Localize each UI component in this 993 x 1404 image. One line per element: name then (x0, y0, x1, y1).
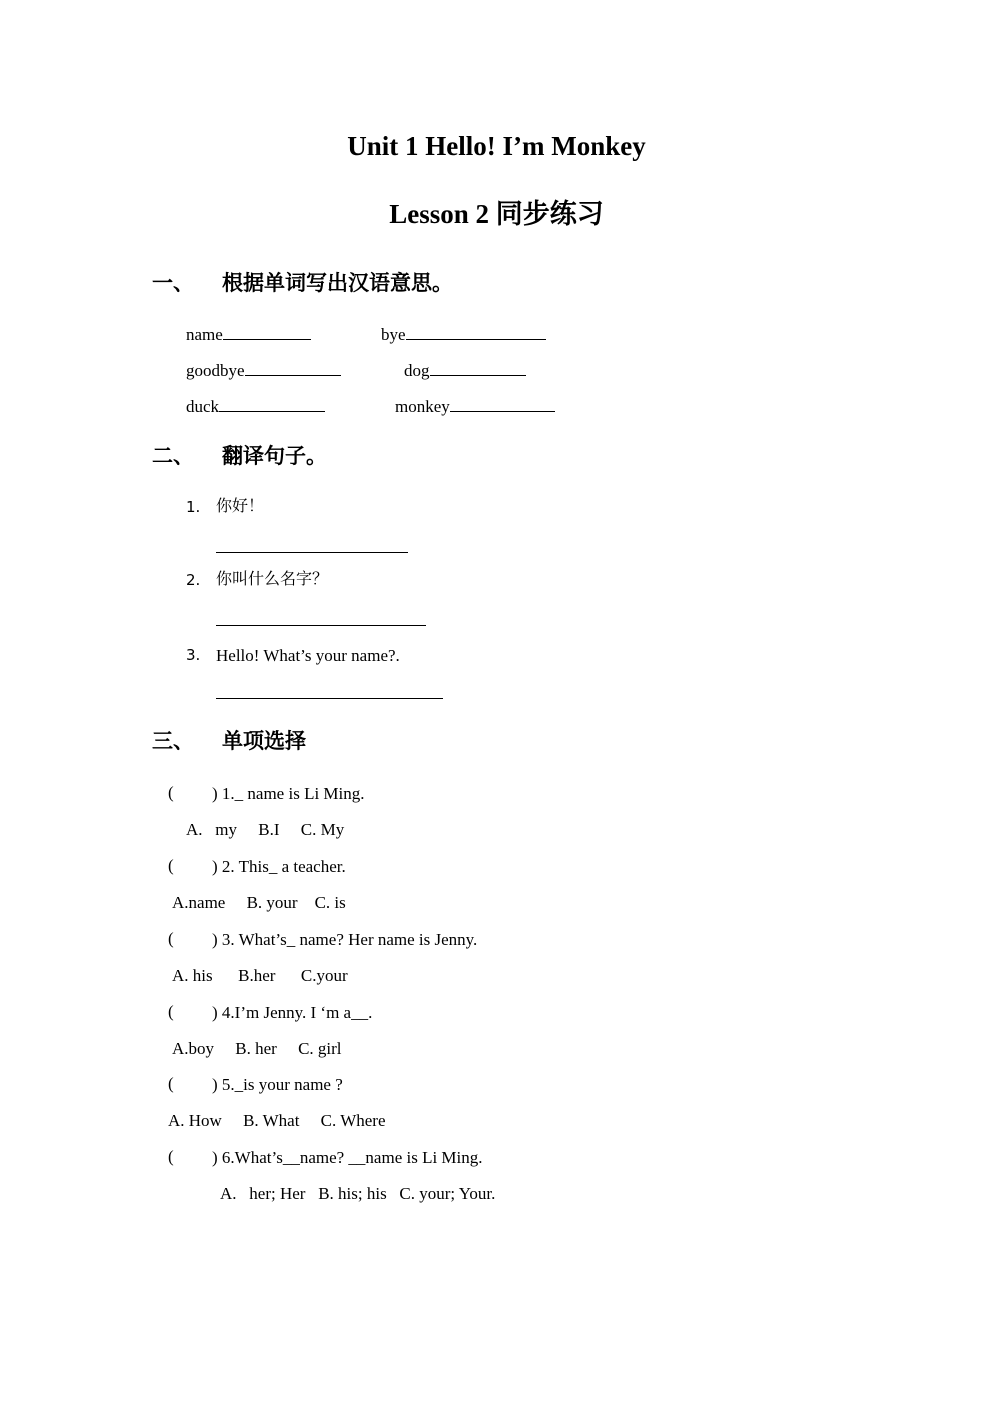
answer-line[interactable] (216, 625, 426, 626)
section2-number: 二、 (152, 444, 194, 468)
section1-title: 根据单词写出汉语意思。 (222, 271, 453, 295)
question-stem: ) 1._ name is Li Ming. (212, 784, 365, 803)
page-subtitle: Lesson 2 同步练习 (389, 199, 604, 229)
question-options: A. How B. What C. Where (168, 1111, 386, 1130)
item-number: 1. (186, 498, 201, 516)
page-title: Unit 1 Hello! I’m Monkey (347, 131, 646, 161)
sentence-prompt: 你好！ (216, 496, 265, 515)
word-item (186, 362, 341, 379)
word-item (404, 362, 526, 379)
section1-number: 一、 (152, 271, 194, 295)
sentence-prompt: Hello! What’s your name?. (216, 646, 400, 665)
word-item (381, 326, 546, 343)
word-label: monkey (395, 397, 450, 416)
answer-blank[interactable] (430, 374, 526, 376)
answer-paren[interactable]: ( (168, 929, 174, 948)
answer-blank[interactable] (219, 410, 325, 412)
item-number: 3. (186, 646, 201, 664)
question-options: A. his B.her C.your (172, 966, 348, 985)
answer-line[interactable] (216, 552, 408, 553)
question-stem: ) 2. This_ a teacher. (212, 857, 346, 876)
question-options: A. my B.I C. My (186, 820, 345, 839)
answer-blank[interactable] (223, 338, 311, 340)
section3-title: 单项选择 (222, 729, 306, 753)
question-stem: ) 6.What’s__name? __name is Li Ming. (212, 1148, 483, 1167)
answer-line[interactable] (216, 698, 443, 699)
question-stem: ) 4.I’m Jenny. I ‘m a__. (212, 1003, 373, 1022)
answer-paren[interactable]: ( (168, 1147, 174, 1166)
answer-paren[interactable]: ( (168, 783, 174, 802)
section2-title: 翻译句子。 (222, 444, 327, 468)
word-item (395, 398, 555, 415)
question-options: A. her; Her B. his; his C. your; Your. (220, 1184, 496, 1203)
question-options: A.boy B. her C. girl (172, 1039, 342, 1058)
word-label: dog (404, 361, 430, 380)
word-label: goodbye (186, 361, 245, 380)
word-label: duck (186, 397, 220, 416)
section3-number: 三、 (152, 729, 194, 753)
question-stem: ) 5._is your name ? (212, 1075, 343, 1094)
answer-blank[interactable] (245, 374, 341, 376)
sentence-prompt: 你叫什么名字？ (216, 569, 329, 588)
word-label: name (186, 325, 223, 344)
answer-paren[interactable]: ( (168, 1002, 174, 1021)
question-options: A.name B. your C. is (172, 893, 346, 912)
word-item (186, 326, 311, 343)
answer-blank[interactable] (450, 410, 555, 412)
answer-paren[interactable]: ( (168, 1074, 174, 1093)
question-stem: ) 3. What’s_ name? Her name is Jenny. (212, 930, 478, 949)
answer-blank[interactable] (406, 338, 546, 340)
word-item (186, 398, 325, 415)
answer-paren[interactable]: ( (168, 856, 174, 875)
word-label: bye (381, 325, 406, 344)
item-number: 2. (186, 571, 201, 589)
